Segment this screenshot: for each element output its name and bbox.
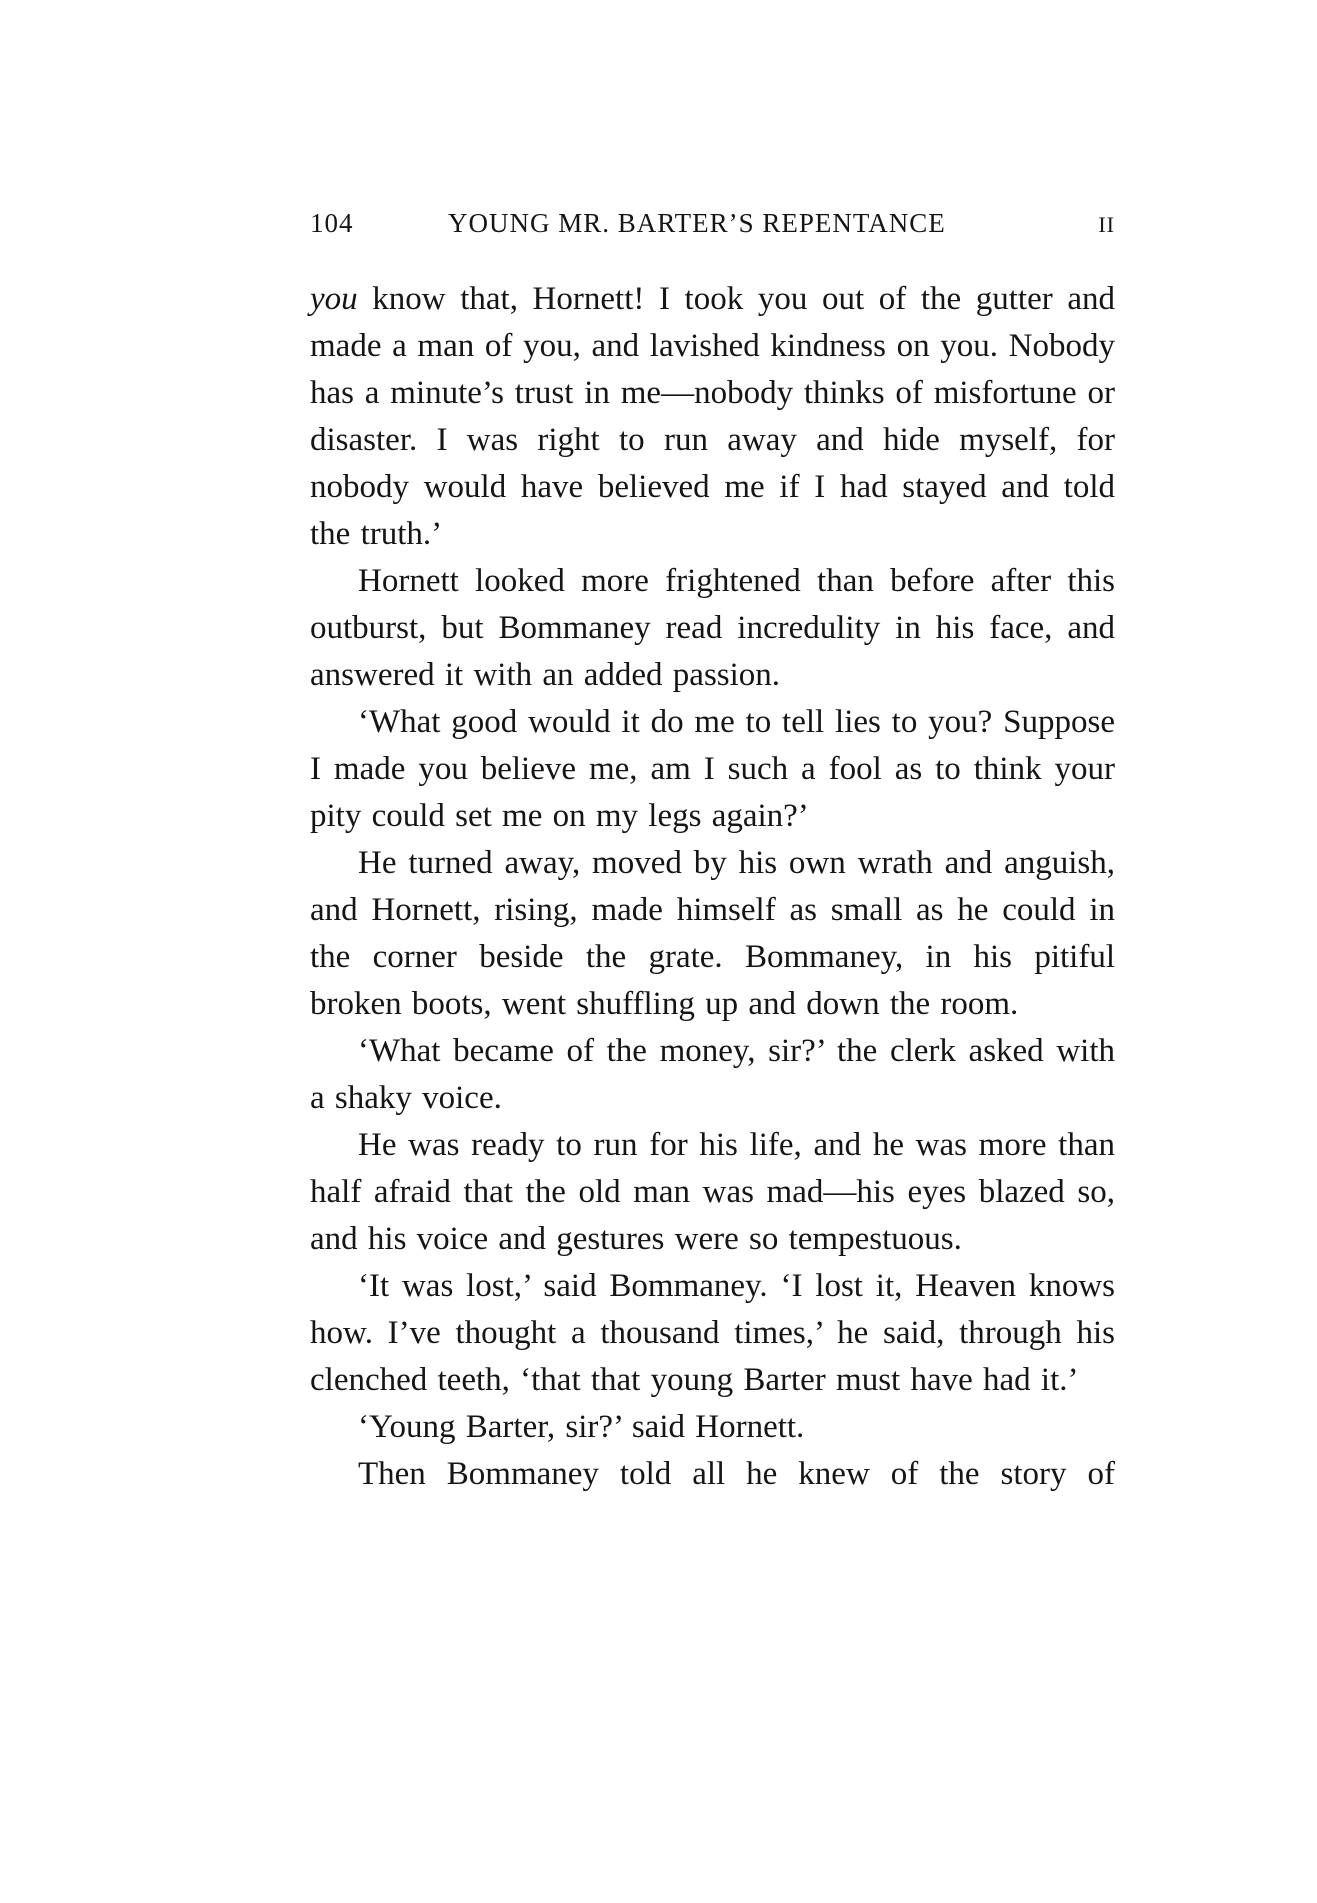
running-title: YOUNG MR. BARTER’S REPENTANCE xyxy=(448,208,946,238)
emphasized-word: you xyxy=(310,281,358,317)
body-text xyxy=(310,276,1115,1498)
paragraph-6: He was ready to run for his life, and he was more than half afraid that the old man was mad—his eyes blazed so, and his voice and gestures were so tempestuous. xyxy=(310,1127,1115,1257)
paragraph-5: ‘What became of the money, sir?’ the clerk asked with a shaky voice. xyxy=(310,1033,1115,1116)
paragraph-3: ‘What good would it do me to tell lies to you? Suppose I made you believe me, am I such a fool as to think your pity could set me on my legs again?’ xyxy=(310,704,1115,834)
paragraph-1 xyxy=(310,276,1115,558)
paragraph-8: ‘Young Barter, sir?’ said Hornett. xyxy=(358,1409,805,1445)
paragraph-2: Hornett looked more frightened than before after this outburst, but Bommaney read incredulity in his face, and answered it with an added passion. xyxy=(310,563,1115,693)
paragraph-4: He turned away, moved by his own wrath and anguish, and Hornett, rising, made himself as small as he could in the corner beside the grate. Bommaney, in his pitiful broken boots, went shuffling up and down the room. xyxy=(310,845,1115,1022)
running-head xyxy=(310,208,1115,248)
chapter-number: II xyxy=(1098,212,1115,237)
paragraph-1-text: know that, Hornett! I took you out of the gutter and made a man of you, and lavished kindness on you. Nobody has a minute’s trust in me—nobody thinks of misfortune or disaster. I was right to run away and hide myself, for nobody would have believed me if I had stayed and told the truth.’ xyxy=(310,281,1115,552)
paragraph-7: ‘It was lost,’ said Bommaney. ‘I lost it, Heaven knows how. I’ve thought a thousand times,’ he said, through his clenched teeth, ‘that that young Barter must have had it.’ xyxy=(310,1268,1115,1398)
paragraph-9: Then Bommaney told all he knew of the story of xyxy=(358,1456,1115,1492)
page-number: 104 xyxy=(310,208,354,238)
